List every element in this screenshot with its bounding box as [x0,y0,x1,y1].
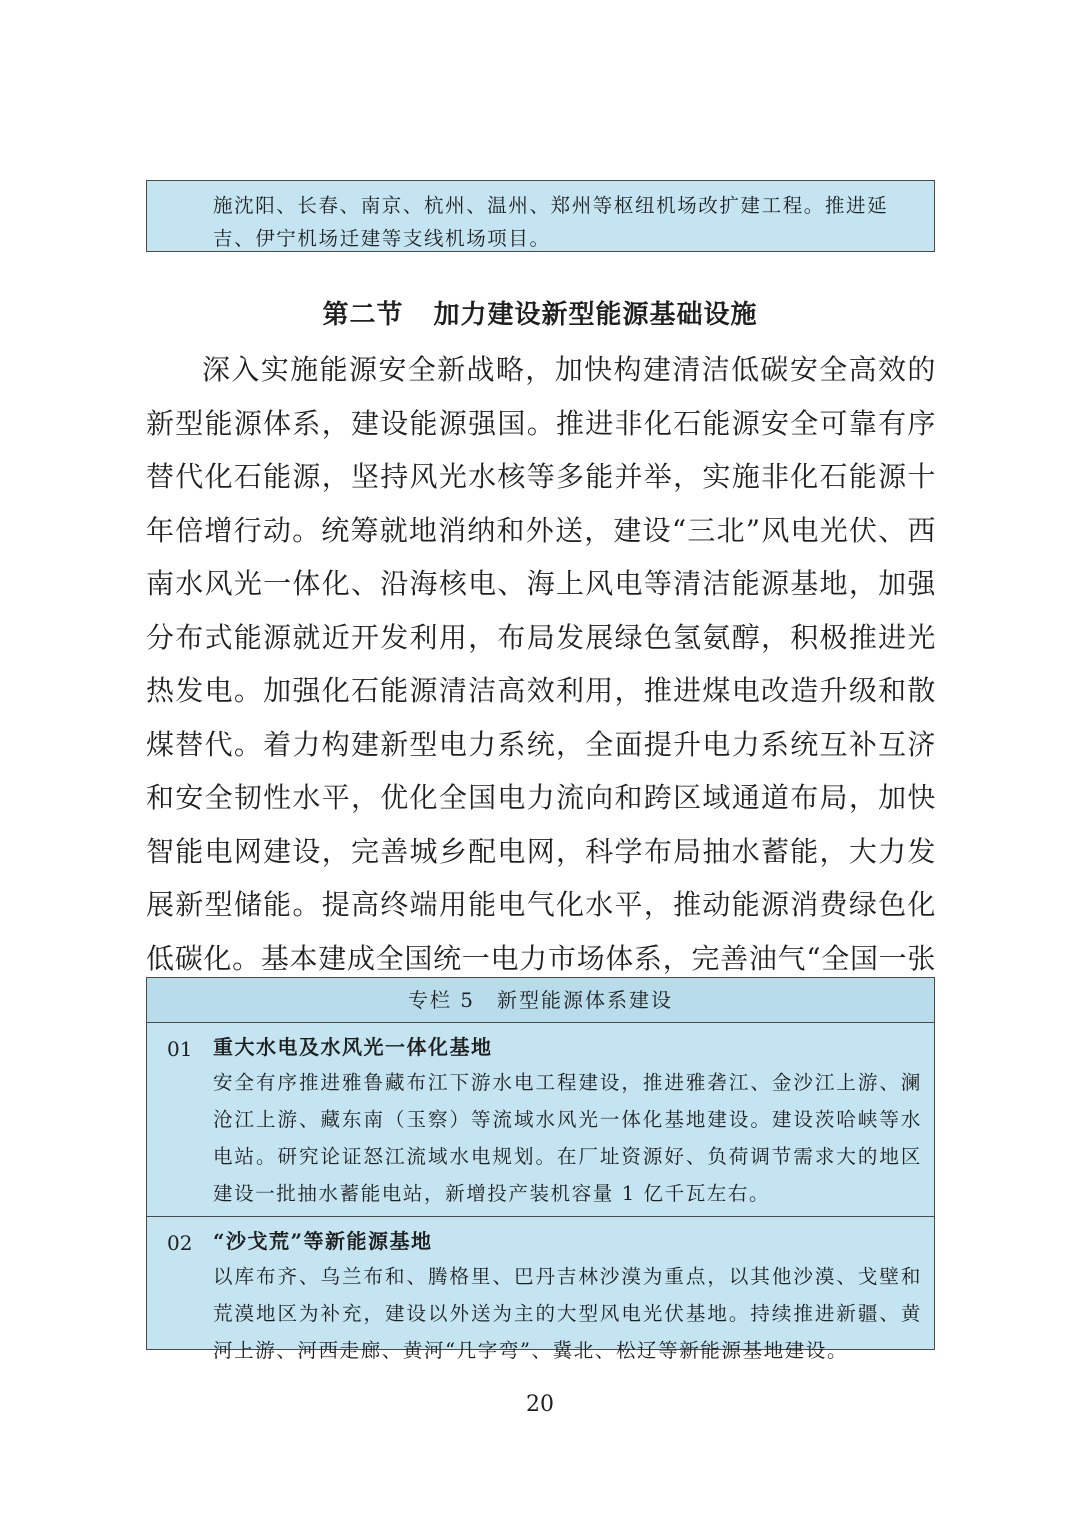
column-item-number: 02 [167,1231,193,1255]
column-item-body: 以库布齐、乌兰布和、腾格里、巴丹吉林沙漠为重点，以其他沙漠、戈壁和荒漠地区为补充，建设以外送为主的大型风电光伏基地。持续推进新疆、黄河上游、河西走廊、黄河“几字弯”、冀北、松辽等新能源基地建设。 [213,1265,922,1362]
column-item-title: “沙戈荒”等新能源基地 [213,1229,433,1253]
body-paragraph: 深入实施能源安全新战略，加快构建清洁低碳安全高效的新型能源体系，建设能源强国。推进非化石能源安全可靠有序替代化石能源，坚持风光水核等多能并举，实施非化石能源十年倍增行动。统筹就地消纳和外送，建设“三北”风电光伏、西南水风光一体化、沿海核电、海上风电等清洁能源基地，加强分布式能源就近开发利用，布局发展绿色氢氨醇，积极推进光热发电。加强化石能源清洁高效利用，推进煤电改造升级和散煤替代。着力构建新型电力系统，全面提升电力系统互补互济和安全韧性水平，优化全国电力流向和跨区域通道布局，加快智能电网建设，完善城乡配电网，科学布局抽水蓄能，大力发展新型储能。提高终端用能电气化水平，推动能源消费绿色化低碳化。基本建成全国统一电力市场体系，完善油气“全国一张 [146,353,936,975]
column-item [147,1023,934,1216]
continued-box-text: 施沈阳、长春、南京、杭州、温州、郑州等枢纽机场改扩建工程。推进延吉、伊宁机场迁建等支线机场项目。 [213,194,889,250]
page-number: 20 [526,1392,554,1417]
section-number: 第二节 [322,300,404,330]
column-item-title: 重大水电及水风光一体化基地 [213,1035,493,1059]
column-item [147,1216,934,1373]
section-heading [0,293,1080,337]
column-title: 专栏 5 新型能源体系建设 [147,978,934,1023]
column-box [146,977,935,1362]
section-title: 加力建设新型能源基础设施 [433,300,758,330]
column-item-body: 安全有序推进雅鲁藏布江下游水电工程建设，推进雅砻江、金沙江上游、澜沧江上游、藏东南（玉察）等流域水风光一体化基地建设。建设茨哈峡等水电站。研究论证怒江流域水电规划。在厂址资源好、负荷调节需求大的地区建设一批抽水蓄能电站，新增投产装机容量 1 亿千瓦左右。 [213,1071,922,1205]
continued-column-box [146,180,935,252]
column-item-number: 01 [167,1037,193,1061]
